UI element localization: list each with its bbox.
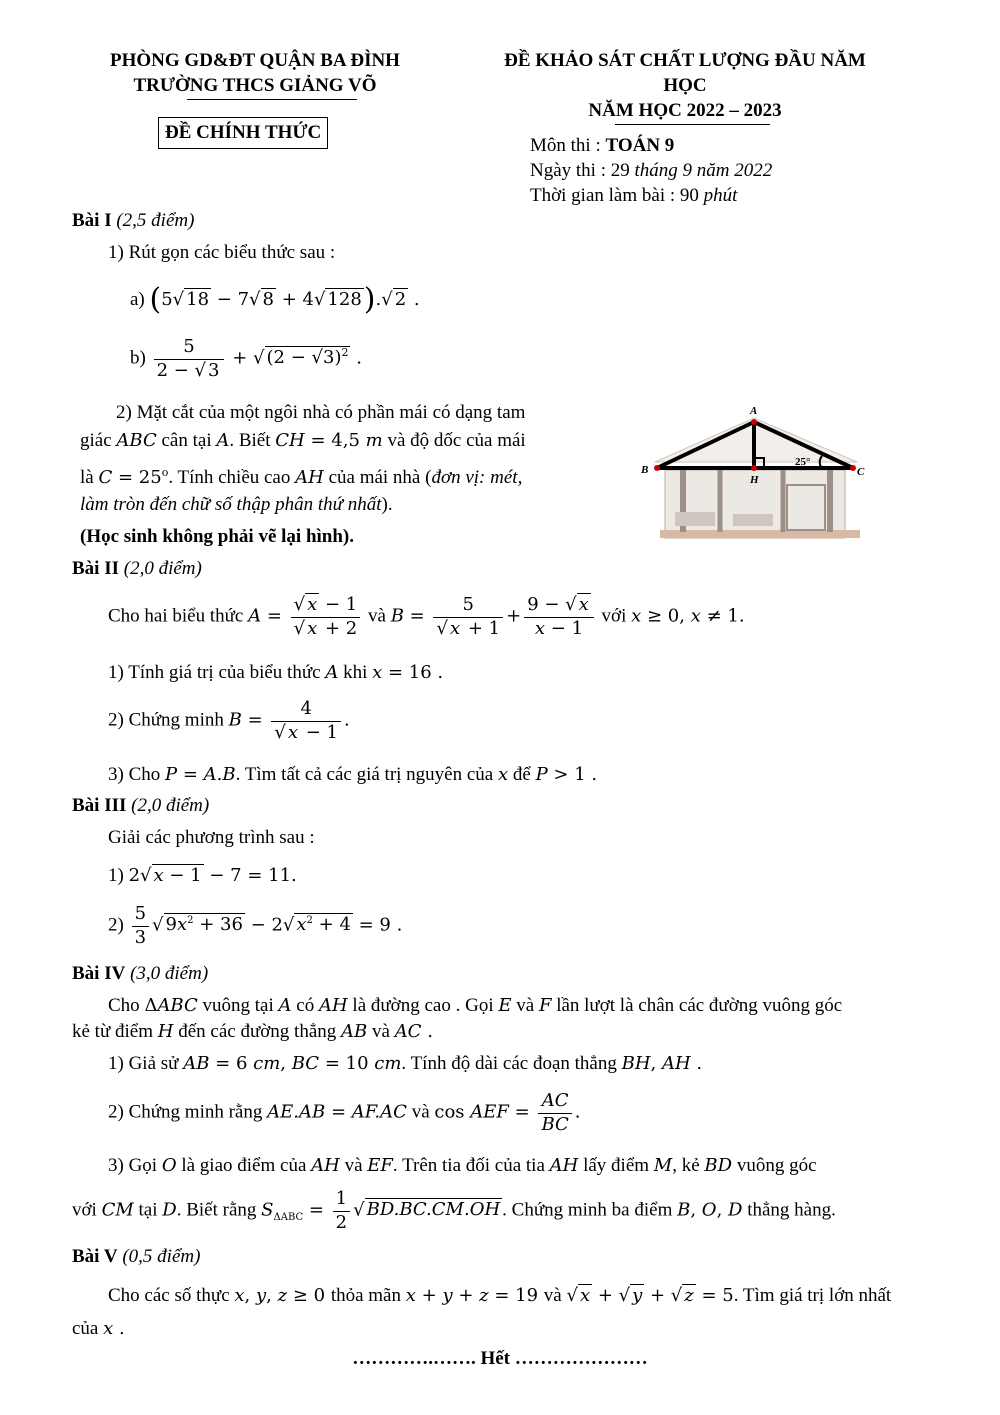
bai4-l2-a: kẻ từ điểm [72,1021,154,1042]
label-point-b: B [641,464,649,476]
point-b [654,465,660,471]
bai1-q2-line1: 2) Mặt cắt của một ngôi nhà có phần mái có dạng tam [116,402,526,423]
bai2-q2: 2) Chứng minh B = $\frac{4}{√ x - 1}$ . [108,698,350,743]
exam-title-cont: HỌC [663,75,707,96]
subject-line [530,135,674,157]
q2-text-a: giác [80,430,112,451]
bai2-q3: 3) Cho P = A.B. Tìm tất cả các giá trị nguyên của x để P > 1 . [108,764,598,785]
bai2-heading [72,558,202,580]
bai5-title: Bài V [72,1246,118,1267]
bai2-intro-c: với [601,605,627,627]
bai4-q3l2-c: . Biết rằng [176,1199,257,1221]
furniture-mid [733,514,773,526]
date-value: tháng 9 năm 2022 [634,160,773,181]
bai5-line1: Cho các số thực x, y, z ≥ 0 thỏa mãn x + y + z = 19 và √ x + √ y + √ z = 5. Tìm giá trị lớn nhất [108,1285,892,1306]
bai3-heading [72,795,209,817]
label-point-a: A [750,405,758,417]
bai4-q3l2-e: thẳng hàng. [747,1199,836,1221]
bai4-q3-a: 3) Gọi [108,1155,158,1176]
bai5-l1-a: Cho các số thực [108,1285,230,1306]
bai4-line1: Cho ΔABC vuông tại A có AH là đường cao . Gọi E và F lần lượt là chân các đường vuông góc [108,995,843,1016]
bai3-q1-label: 1) [108,865,124,886]
bai2-q1-a: 1) Tính giá trị của biểu thức [108,662,321,683]
bai5-line2: của x . [72,1318,125,1339]
bai2-intro: Cho hai biểu thức A = $\frac{√ x - 1}{√ x + 2}$ và B = $\frac{5}{√ x + 1}$ + $\frac{9 - √ x}{x - 1}$ với x ≥ 0, x ≠ 1. [108,594,745,639]
bai3-q2-label: 2) [108,914,124,936]
date-label: Ngày thi : 29 [530,160,635,181]
bai4-q3-g: vuông góc [736,1155,817,1176]
bai5-points: (0,5 điểm) [122,1246,201,1267]
bai1-note: (Học sinh không phải vẽ lại hình). [80,526,355,547]
bai4-heading [72,963,208,985]
bai4-l1-d: là đường cao . Gọi [352,995,494,1016]
bai4-points: (3,0 điểm) [130,963,209,984]
bai1-q2-line3: là $C = 25^o$. Tính chiều cao AH của mái nhà (đơn vị: mét, [80,466,523,488]
bai3-q2: 2) $\frac{5}{3}$ √ $9x^2 + 36 - 2√$ $x^2 + 4 = 9$ . [108,903,403,948]
q2-text-h: đơn vị: mét, [431,467,523,488]
bai3-points: (2,0 điểm) [131,795,210,816]
bai4-q3-c: và [344,1155,363,1176]
bai5-heading [72,1246,200,1268]
label-b: b) [130,347,146,369]
header-divider [187,99,357,100]
bai4-l1-e: và [516,995,535,1016]
point-a [751,419,757,425]
subject-label: Môn thi : [530,135,606,156]
bai1-q1: 1) Rút gọn các biểu thức sau : [108,242,336,263]
bai4-l1-b: vuông tại [202,995,274,1016]
label-angle: 25° [795,456,811,468]
subject-value: TOÁN 9 [605,135,675,156]
end-marker: ………….……. Hết ………………… [352,1348,648,1369]
bai1-heading [72,210,194,232]
bai2-q2-text: 2) Chứng minh [108,709,224,731]
date-line [530,160,772,182]
official-badge: ĐỀ CHÍNH THỨC [158,117,328,149]
bai4-q3l2-d: . Chứng minh ba điểm [502,1199,673,1221]
q2-text-d: và độ dốc của mái [387,430,526,451]
bai1-title: Bài I [72,210,112,231]
bai4-title: Bài IV [72,963,126,984]
q2-text-c: . Biết [229,430,271,451]
bai4-line2: kẻ từ điểm H đến các đường thẳng AB và AC . [72,1021,433,1042]
bai4-q2-a: 2) Chứng minh rằng [108,1101,263,1123]
bai4-q3-d: . Trên tia đối của tia [392,1155,545,1176]
q2-text-g: của mái nhà ( [328,467,432,488]
q2-text-b: cân tại [161,430,212,451]
department-name: PHÒNG GD&ĐT QUẬN BA ĐÌNH [110,50,400,71]
bai2-points: (2,0 điểm) [123,558,202,579]
bai2-q3-b: . Tìm tất cả các giá trị nguyên của [235,764,494,785]
bai4-q3-line1: 3) Gọi O là giao điểm của AH và EF. Trên tia đối của tia AH lấy điểm M, kẻ BD vuông góc [108,1155,817,1176]
bai3-title: Bài III [72,795,127,816]
bai5-l2: của [72,1318,99,1339]
bai1-points: (2,5 điểm) [116,210,195,231]
bai5-l1-b: thỏa mãn [330,1285,401,1306]
bai4-l2-c: và [372,1021,390,1042]
bai2-intro-a: Cho hai biểu thức [108,605,244,627]
bai4-l2-b: đến các đường thẳng [178,1021,337,1042]
bai3-q1: 1) 2√ x − 1 − 7 = 11. [108,865,297,886]
bai4-l1-c: có [296,995,315,1016]
house-roof-figure [635,400,875,545]
bai4-q3-b: là giao điểm của [181,1155,307,1176]
label-point-c: C [857,466,865,478]
bai4-q3-line2: với CM tại D. Biết rằng $S_{\Delta ABC}$ = $\frac{1}{2}$ √ BD.BC.CM.OH . Chứng minh ba điểm B, O, D thẳng hàng. [72,1188,836,1233]
exam-title: ĐỀ KHẢO SÁT CHẤT LƯỢNG ĐẦU NĂM [504,50,866,71]
bai2-q1-b: khi [343,662,368,683]
bai1-expr-a: a) (5√ 18 − 7√ 8 + 4√ 128).√ 2 . [130,282,420,317]
q2-text-f: . Tính chiều cao [168,467,291,488]
bai4-q1-a: 1) Giả sử [108,1053,179,1074]
point-c [850,465,856,471]
q2-text-j: ). [381,494,393,515]
bai3-intro: Giải các phương trình sau : [108,827,315,848]
bai1-q2-line2: giác ABC cân tại A. Biết CH = 4,5 m và độ dốc của mái [80,430,526,451]
time-line [530,185,737,207]
q2-text-e: là [80,467,94,488]
school-name: TRƯỜNG THCS GIẢNG VÕ [133,75,377,96]
bai4-q1-b: . Tính độ dài các đoạn thẳng [401,1053,617,1074]
bai2-intro-b: và [368,605,386,627]
year-divider [615,124,770,125]
bai1-expr-b: b) $\frac{5}{2 - √ 3}$ + √ $(2 - √3)^2$ . [130,336,362,381]
bai5-l1-c: và [543,1285,562,1306]
bai4-q1: 1) Giả sử AB = 6 cm, BC = 10 cm. Tính độ dài các đoạn thẳng BH, AH . [108,1053,703,1074]
bai4-q2-b: và [411,1101,430,1123]
time-label: Thời gian làm bài : 90 [530,185,704,206]
bai4-q3l2-b: tại [138,1199,158,1221]
label-point-h: H [750,474,759,486]
bai4-q2: 2) Chứng minh rằng AE.AB = AF.AC và cos AEF = $\frac{AC}{BC}$ . [108,1090,581,1135]
bai5-l1-d: . Tìm giá trị lớn nhất [733,1285,892,1306]
bai2-q3-c: để [512,764,531,785]
bai2-q3-a: 3) Cho [108,764,161,785]
bai4-l1-f: lần lượt là chân các đường vuông góc [556,995,843,1016]
furniture-left [675,512,715,526]
q2-text-i: làm tròn đến chữ số thập phân thứ nhất [80,494,382,515]
bai1-q2-line4 [80,494,393,516]
bai2-title: Bài II [72,558,119,579]
bai4-l1-a: Cho [108,995,140,1016]
time-value: phút [703,185,738,206]
bai4-q3l2-a: với [72,1199,97,1221]
bai2-q1: 1) Tính giá trị của biểu thức A khi x = 16 . [108,662,444,683]
label-a: a) [130,289,145,310]
school-year: NĂM HỌC 2022 – 2023 [588,100,782,121]
point-h [751,465,757,471]
bai4-q3-f: , kẻ [672,1155,700,1176]
bai4-q3-e: lấy điểm [583,1155,650,1176]
